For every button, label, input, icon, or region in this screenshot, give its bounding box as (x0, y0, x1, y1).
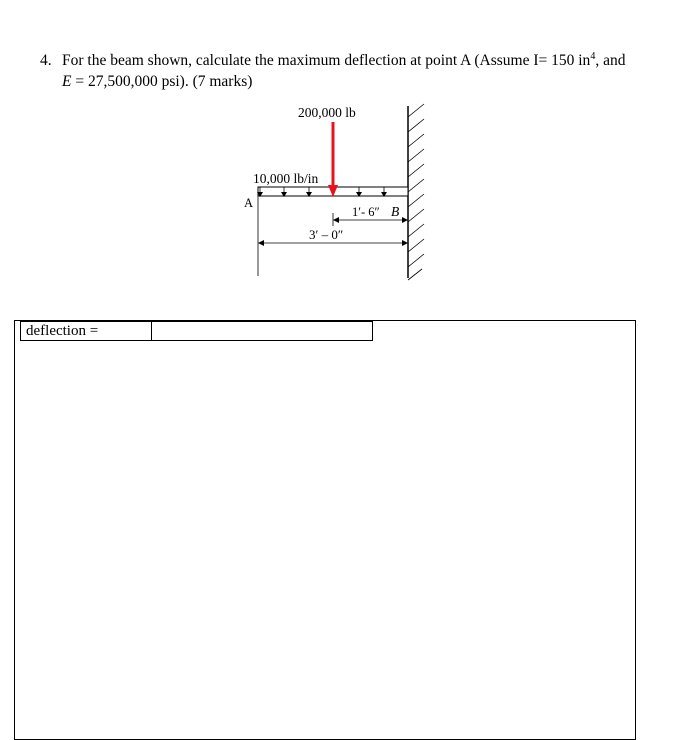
wall-hatching (408, 104, 424, 280)
question-text-part1: For the beam shown, calculate the maximum deflection at point A (Assume I= 150 in (62, 52, 591, 69)
question-text-line2: = 27,500,000 psi). (7 marks) (71, 73, 253, 90)
beam-diagram (0, 0, 681, 300)
answer-row (20, 321, 373, 341)
deflection-input[interactable] (152, 321, 373, 341)
answer-box (14, 320, 636, 740)
question-text-part2: , and (595, 52, 626, 69)
point-a-label: A (244, 196, 254, 210)
deflection-label: deflection = (20, 321, 152, 341)
point-load-label: 200,000 lb (298, 105, 356, 120)
question-number: 4. (40, 52, 52, 69)
inertia-exponent: 4 (590, 50, 596, 62)
distributed-load-label: 10,000 lb/in (253, 171, 319, 186)
point-b-label: B (391, 204, 400, 219)
modulus-symbol: E (62, 73, 72, 90)
short-dimension-label: 1′- 6″ (352, 205, 380, 219)
total-dimension-label: 3′ – 0″ (309, 227, 344, 242)
